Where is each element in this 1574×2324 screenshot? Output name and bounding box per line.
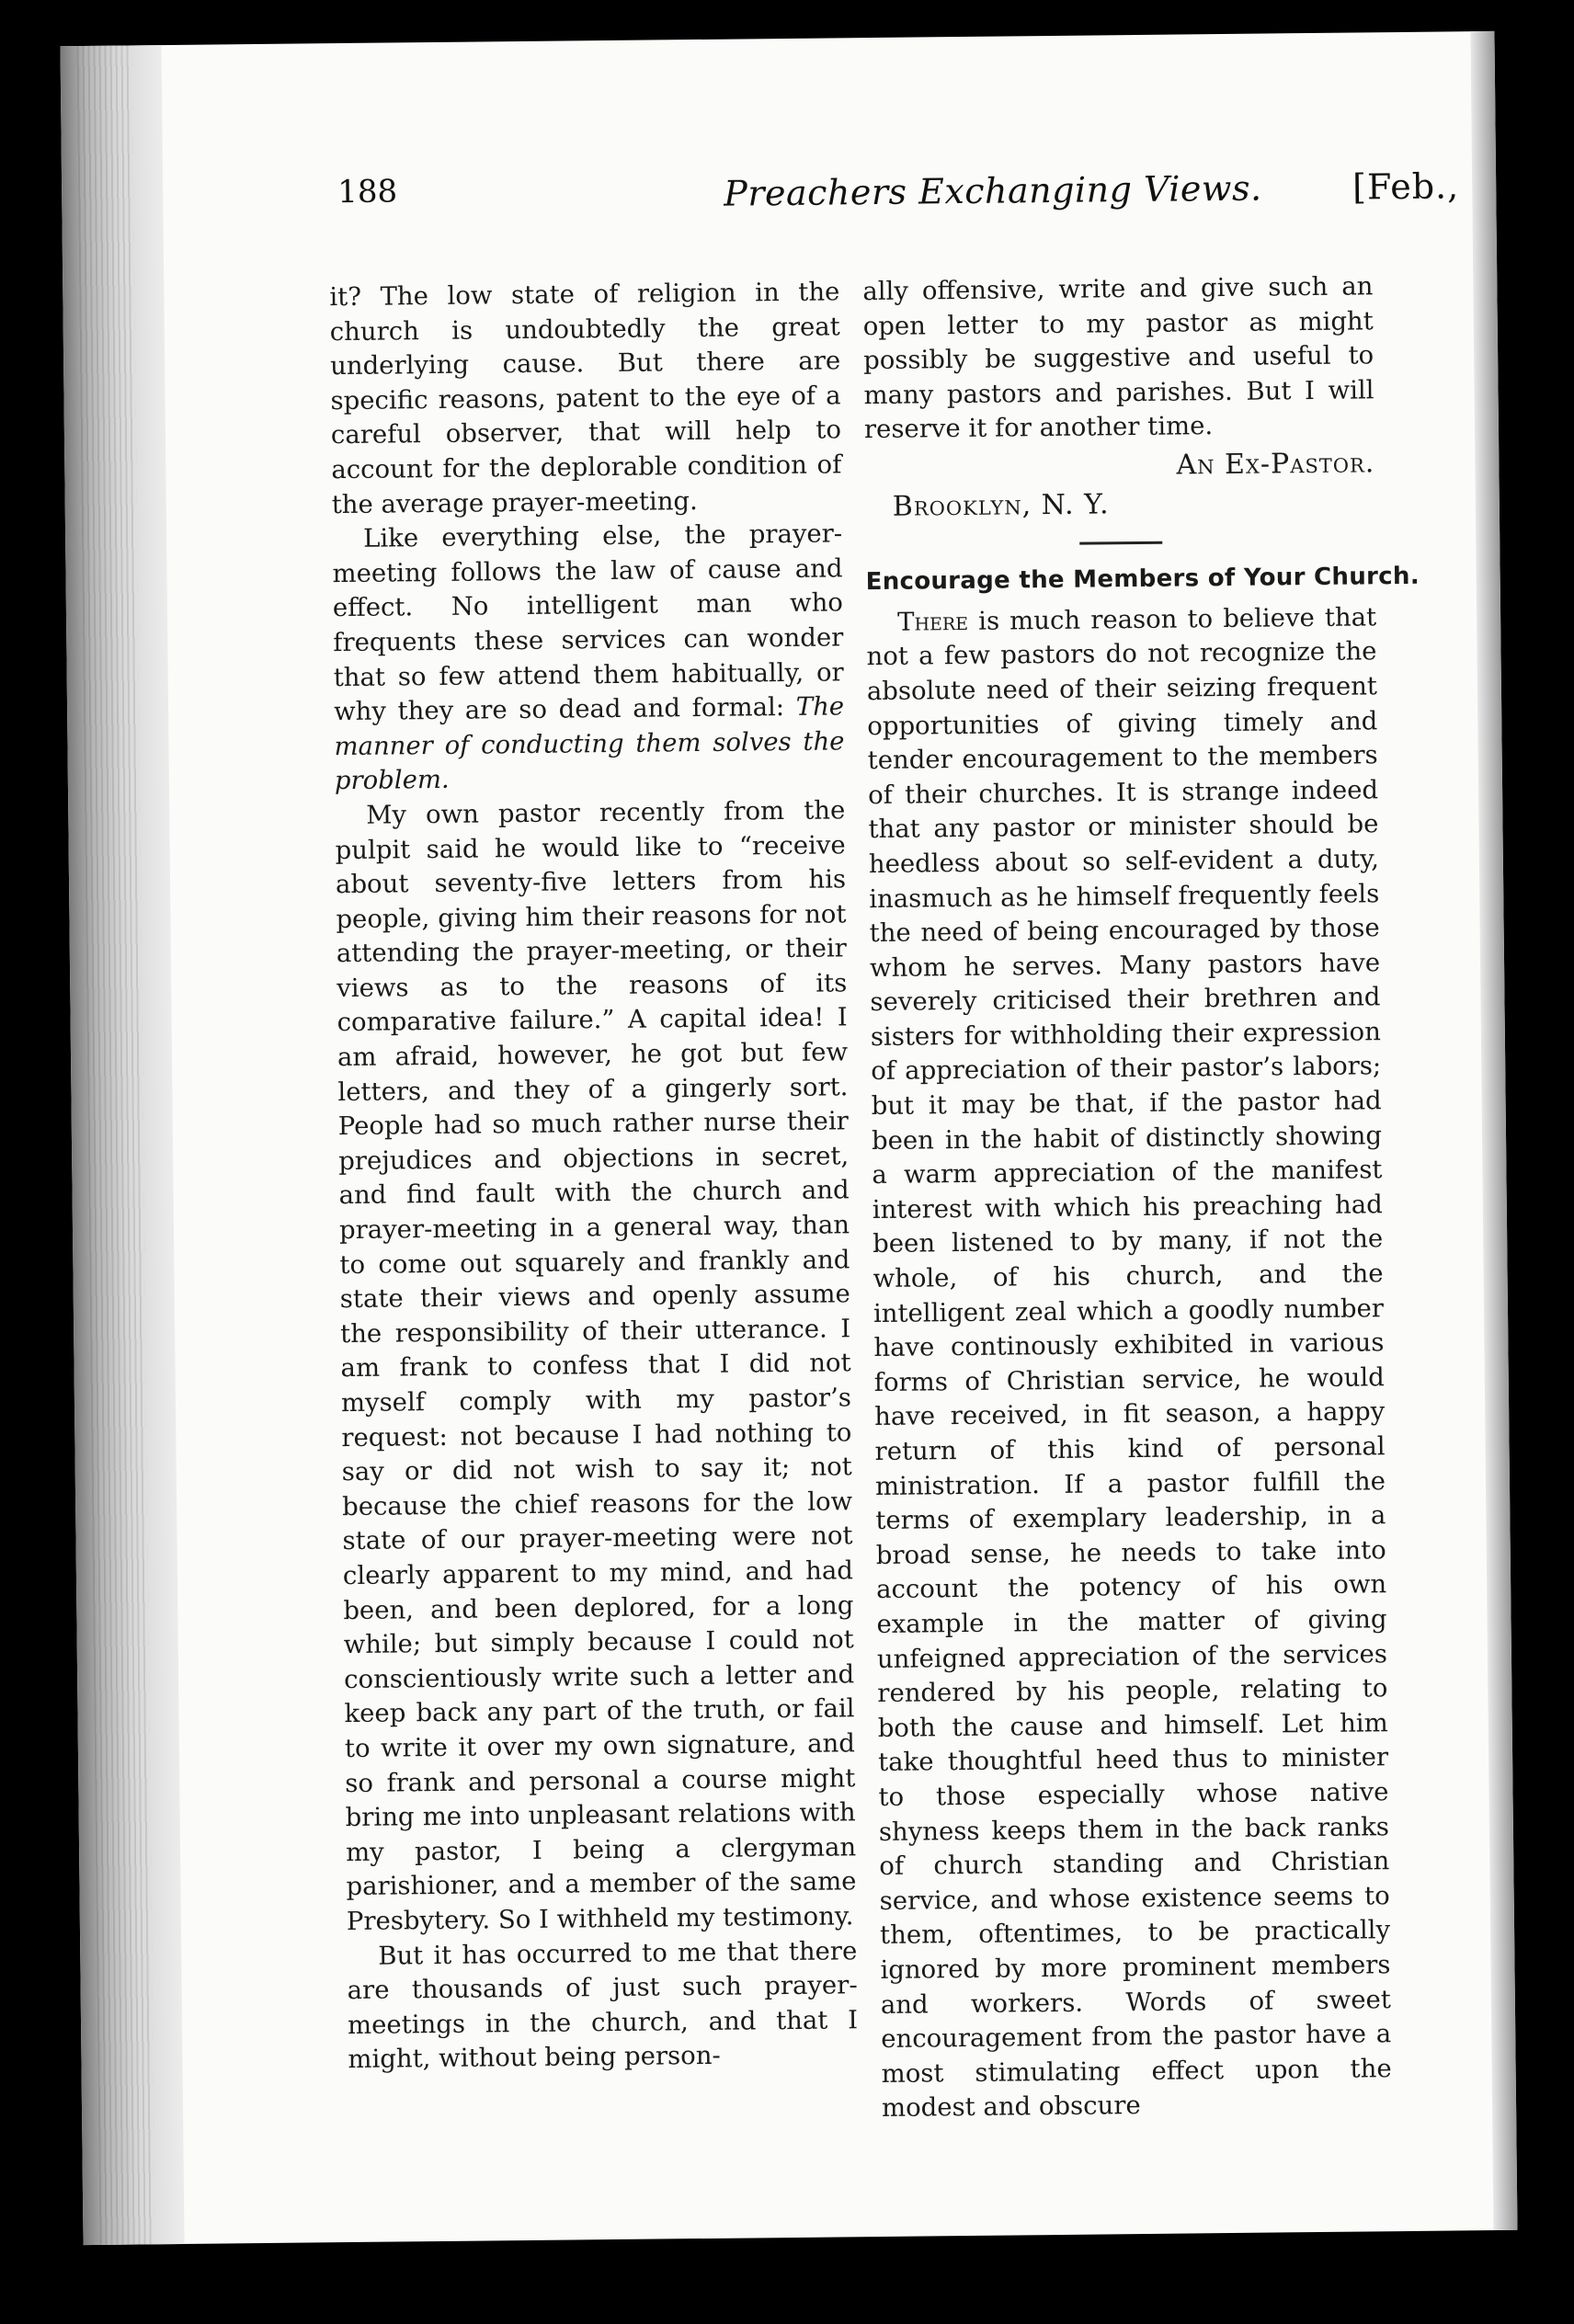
signature-place: Brooklyn, N. Y. [892,487,1110,523]
page-right-edge [1470,31,1517,2230]
book-page [61,31,1518,2245]
right-column [862,269,1420,2126]
signature: An Ex-Pastor. [1176,447,1375,482]
running-title: Preachers Exchanging Views. [724,167,1262,214]
left-paragraph-2-italic: The manner of conducting them solves the problem. [334,691,845,796]
section-opening-word: There [896,606,969,637]
left-column [329,275,858,2078]
left-paragraph-3: My own pastor recently from the pulpit said he would like to “receive about seventy-five letters from his people, giving him their reasons for not attending the prayer-meeting, or their views as to the reasons of its comparative failure.” A capital idea! I am afraid, however, he got but few letters, and they of a gingerly sort. People had so much rather nurse their prejudices and objections in secret, and find fault with the church and prayer-meeting in a general way, than to come out squarely and frankly and state their views and openly assume the responsibility of their utterance. I am frank to confess that I did not myself comply with my pastor’s request: not because I had nothing to say or did not wish to say it; not because the chief reasons for the low state of our prayer-meeting were not clearly apparent to my mind, and had been, and been deplored, for a long while; but simply because I could not conscientiously write such a letter and keep back any part of the truth, or fail to write it over my own signature, and so frank and personal a course might bring me into unpleasant relations with my pastor, I being a clergyman parishioner, and a member of the same Presbytery. So I withheld my testimony. [335,795,857,1936]
left-paragraph-2 [332,518,845,800]
page-number: 188 [336,173,398,211]
section-paragraph [866,600,1392,2126]
page-header [337,162,1460,238]
left-paragraph-2-text: Like everything else, the prayer-meeting follows the law of cause and effect. No intelligent man who frequents these services can wonder that so few attend them habitually, or why they are so dead and formal: [332,518,844,727]
left-paragraph-4: But it has occurred to me that there are thousands of just such prayer-meetings in the church, and that I might, without being person- [347,1935,859,2075]
left-paragraph-1: it? The low state of religion in the church is undoubtedly the great underlying cause. But there are specific reasons, patent to the eye of a careful observer, that will help to account for the deplorable condition of the average prayer-meeting. [329,277,842,519]
section-divider [1079,541,1162,545]
header-date: [Feb., [1352,165,1460,208]
section-body-text: is much reason to believe that not a few pastors do not recognize the absolute need of their seizing frequent opportunities of giving timely and tender encouragement to the members of their churches. It is strange indeed that any pastor or minister should be heedless about so self-evident a duty, inasmuch as he himself frequently feels the need of being encouraged by those whom he serves. Many pastors have severely criticised their brethren and sisters for withholding their expression of appreciation of their pastor’s labors; but it may be that, if the pastor had been in the habit of distinctly showing a warm appreciation of the manifest interest with which his preaching had been listened to by many, if not the whole, of his church, and the intelligent zeal which a goodly number have continously exhibited in various forms of Christian service, he would have received, in fit season, a happy return of this kind of personal ministration. If a pastor fulfill the terms of exemplary leadership, in a broad sense, he needs to take into account the potency of his own example in the matter of giving unfeigned appreciation of the services rendered by his people, relating to both the cause and himself. Let him take thoughtful heed thus to minister to those especially whose native shyness keeps them in the back ranks of church standing and Christian service, and whose existence seems to them, oftentimes, to be practically ignored by more prominent members and workers. Words of sweet encouragement from the pastor have a most stimulating effect upon the modest and obscure [866,602,1392,2124]
page-stack-lines [77,45,155,2244]
section-heading: Encourage the Members of Your Church. [865,562,1420,597]
right-paragraph-1: ally offensive, write and give such an open letter to my pastor as might possibly be suggestive and useful to many pastors and parishes. But I will reserve it for another time. [862,271,1374,445]
page-gutter-edge [61,45,185,2245]
